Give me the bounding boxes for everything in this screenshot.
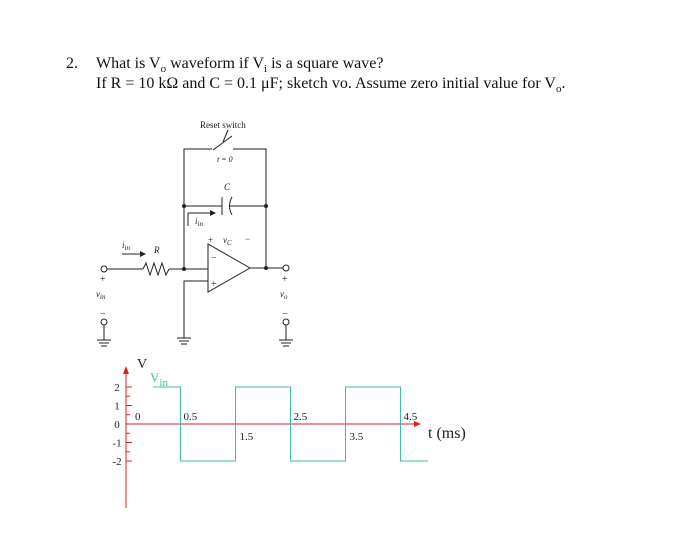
resistor-label: R bbox=[154, 245, 160, 255]
node-dot bbox=[264, 204, 268, 208]
y-axis-label: V bbox=[137, 357, 148, 372]
node-dot bbox=[182, 204, 186, 208]
node-dot bbox=[182, 267, 186, 271]
series-label: $V_{in}$ bbox=[150, 370, 168, 389]
vin-waveform-chart bbox=[112, 357, 465, 508]
x-tick-label: 1.5 bbox=[239, 431, 254, 443]
q1-sub-o: o bbox=[160, 63, 167, 76]
reset-switch-label: Reset switch bbox=[200, 120, 246, 130]
q2-sub-o: o bbox=[555, 83, 562, 96]
vin-minus-label: − bbox=[100, 309, 106, 320]
y-tick-label: 0 bbox=[114, 419, 120, 431]
node-dot bbox=[264, 266, 268, 270]
y-axis-arrow-icon bbox=[123, 366, 129, 374]
q1-text-b: waveform if V bbox=[166, 55, 264, 72]
capacitor-label: C bbox=[224, 182, 231, 192]
iin-left-label: $i_{in}$ bbox=[122, 240, 130, 252]
vin-terminal-plus bbox=[101, 266, 107, 272]
q1-sub-i: i bbox=[264, 63, 268, 76]
y-tick-label: -2 bbox=[112, 456, 122, 468]
t0-label: t = 0 bbox=[217, 155, 233, 164]
q2-text-a: If R = 10 kΩ and C = 0.1 μF; sketch vo. Assume zero initial value for V bbox=[96, 75, 556, 92]
vin-label: $v_{in}$ bbox=[96, 289, 106, 301]
vc-label: $v_C$ bbox=[223, 235, 232, 247]
switch-left-wire bbox=[184, 149, 210, 206]
ground-icon bbox=[177, 338, 191, 344]
y-tick-label: 2 bbox=[114, 382, 120, 394]
iin-arrowhead-top-icon bbox=[210, 210, 216, 216]
y-tick-label: -1 bbox=[112, 437, 122, 450]
iin-top-label: $i_{in}$ bbox=[195, 216, 203, 228]
vo-minus-label: − bbox=[282, 309, 288, 320]
vc-plus-label: + bbox=[208, 235, 214, 245]
x-tick-label: 0.5 bbox=[183, 411, 198, 423]
ground-icon bbox=[279, 340, 293, 346]
switch-right-wire bbox=[233, 149, 266, 206]
vo-label: $v_o$ bbox=[280, 289, 288, 301]
vo-plus-label: + bbox=[282, 274, 288, 285]
iin-arrowhead-left-icon bbox=[140, 251, 146, 257]
vo-terminal-plus bbox=[283, 265, 289, 271]
vin-plus-label: + bbox=[100, 274, 106, 285]
resistor-r bbox=[143, 263, 169, 275]
q1-text-c: is a square wave? bbox=[267, 55, 384, 72]
opamp-plus-label: + bbox=[211, 279, 217, 290]
x-tick-label: 2.5 bbox=[293, 411, 308, 423]
x-tick-label: 0 bbox=[135, 411, 141, 423]
vc-minus-label: − bbox=[245, 234, 251, 244]
ground-icon bbox=[97, 340, 111, 346]
q1-text-a: What is V bbox=[96, 55, 161, 72]
opamp-minus-label: − bbox=[211, 253, 217, 264]
x-axis-label: t (ms) bbox=[428, 425, 466, 442]
x-tick-label: 4.5 bbox=[403, 411, 418, 423]
q2-text-b: . bbox=[561, 75, 566, 92]
y-tick-label: 1 bbox=[114, 400, 120, 413]
noninverting-ground-wire bbox=[184, 281, 208, 338]
question-number: 2. bbox=[66, 55, 78, 72]
reset-switch-blade bbox=[213, 136, 232, 150]
x-tick-label: 3.5 bbox=[349, 431, 364, 443]
